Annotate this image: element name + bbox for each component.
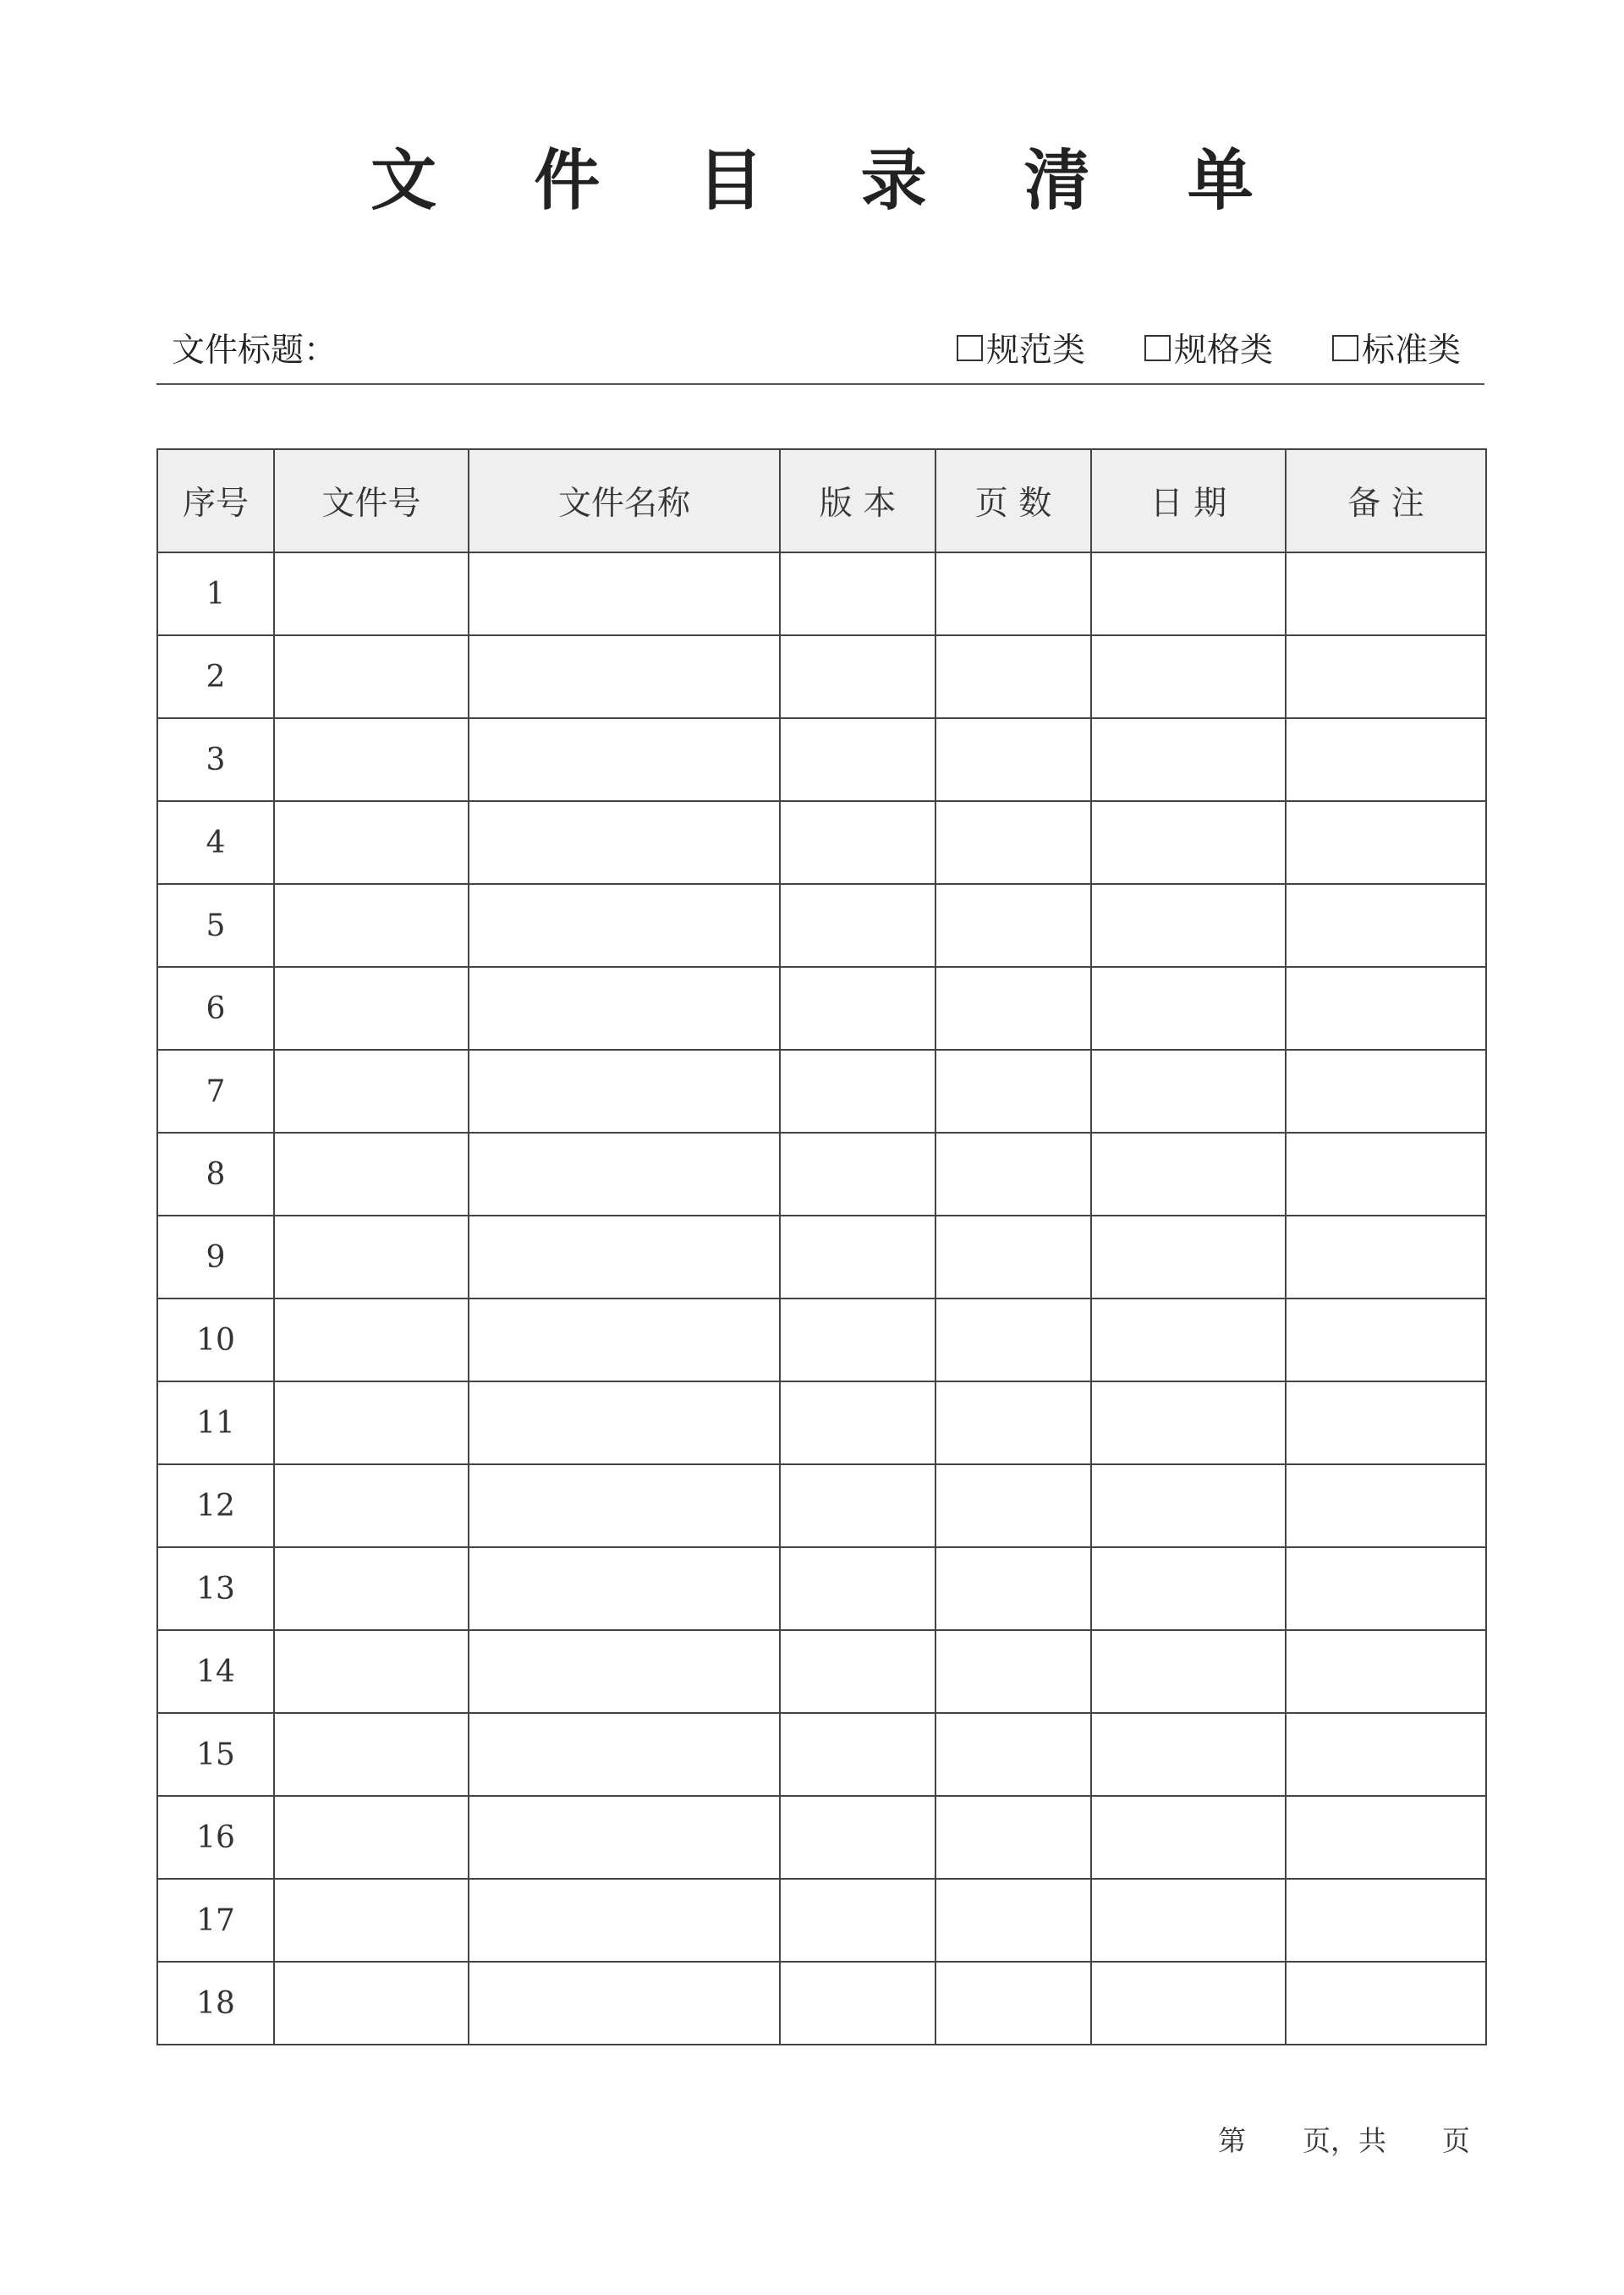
remarks-cell[interactable] [1286,1216,1486,1298]
index-cell: 16 [157,1796,274,1879]
file-name-cell[interactable] [469,1298,780,1381]
date-cell[interactable] [1091,1464,1286,1547]
version-cell[interactable] [780,1962,935,2045]
page-count-cell[interactable] [935,1796,1091,1879]
date-cell[interactable] [1091,1133,1286,1216]
category-checkbox-group [957,324,1461,371]
table-row [157,1216,1486,1298]
file-name-cell[interactable] [469,1547,780,1630]
table-row [157,1713,1486,1796]
checkbox[interactable] [957,335,983,361]
table-row [157,718,1486,801]
version-cell[interactable] [780,1050,935,1133]
version-cell[interactable] [780,1216,935,1298]
file-name-cell[interactable] [469,884,780,967]
index-cell: 10 [157,1298,274,1381]
table-row [157,1464,1486,1547]
page-count-cell[interactable] [935,1216,1091,1298]
file-number-cell[interactable] [274,801,469,884]
file-number-cell[interactable] [274,1796,469,1879]
page-count-cell[interactable] [935,884,1091,967]
date-cell[interactable] [1091,1962,1286,2045]
remarks-cell[interactable] [1286,1298,1486,1381]
category-label: 规范类 [985,332,1085,370]
page-count-cell[interactable] [935,718,1091,801]
column-header-file-number: 文件号 [274,449,469,552]
file-number-cell[interactable] [274,1547,469,1630]
date-cell[interactable] [1091,552,1286,635]
page-count-cell[interactable] [935,1133,1091,1216]
document-title-label: 文件标题： [172,332,337,370]
file-number-cell[interactable] [274,1133,469,1216]
version-cell[interactable] [780,1796,935,1879]
date-cell[interactable] [1091,1050,1286,1133]
file-number-cell[interactable] [274,1630,469,1713]
file-number-cell[interactable] [274,1381,469,1464]
table-row [157,1962,1486,2045]
remarks-cell[interactable] [1286,1713,1486,1796]
version-cell[interactable] [780,1298,935,1381]
table-row [157,1630,1486,1713]
version-cell[interactable] [780,1630,935,1713]
date-cell[interactable] [1091,1630,1286,1713]
file-name-cell[interactable] [469,1381,780,1464]
date-cell[interactable] [1091,635,1286,718]
table-row [157,552,1486,635]
file-number-cell[interactable] [274,718,469,801]
category-label: 规格类 [1173,332,1273,370]
table-header-row [157,449,1486,552]
page-count-cell[interactable] [935,1879,1091,1962]
remarks-cell[interactable] [1286,1133,1486,1216]
table-row [157,801,1486,884]
table-row [157,1133,1486,1216]
category-label: 标准类 [1361,332,1461,370]
file-name-cell[interactable] [469,1464,780,1547]
file-name-cell[interactable] [469,1879,780,1962]
file-number-cell[interactable] [274,1879,469,1962]
footer-page-prefix: 第 [1218,2124,1246,2157]
table-row [157,1050,1486,1133]
checkbox[interactable] [1332,335,1358,361]
column-header-version: 版 本 [780,449,935,552]
date-cell[interactable] [1091,1298,1286,1381]
date-cell[interactable] [1091,1216,1286,1298]
file-name-cell[interactable] [469,801,780,884]
page-count-cell[interactable] [935,635,1091,718]
file-name-cell[interactable] [469,1962,780,2045]
page-count-cell[interactable] [935,1713,1091,1796]
index-cell: 2 [157,635,274,718]
file-name-cell[interactable] [469,967,780,1050]
table-row [157,1381,1486,1464]
date-cell[interactable] [1091,718,1286,801]
remarks-cell[interactable] [1286,552,1486,635]
table-row [157,884,1486,967]
date-cell[interactable] [1091,1879,1286,1962]
file-name-cell[interactable] [469,1050,780,1133]
index-cell: 11 [157,1381,274,1464]
index-cell: 17 [157,1879,274,1962]
page-count-cell[interactable] [935,1050,1091,1133]
page-count-cell[interactable] [935,967,1091,1050]
version-cell[interactable] [780,1381,935,1464]
footer-page-middle: 页，共 [1303,2124,1386,2157]
page-count-cell[interactable] [935,552,1091,635]
file-name-cell[interactable] [469,1796,780,1879]
file-number-cell[interactable] [274,1050,469,1133]
file-number-cell[interactable] [274,1713,469,1796]
version-cell[interactable] [780,635,935,718]
index-cell: 7 [157,1050,274,1133]
index-cell: 3 [157,718,274,801]
file-number-cell[interactable] [274,1216,469,1298]
category-option-standard[interactable] [1332,324,1461,371]
version-cell[interactable] [780,967,935,1050]
version-cell[interactable] [780,552,935,635]
checkbox[interactable] [1144,335,1171,361]
index-cell: 1 [157,552,274,635]
date-cell[interactable] [1091,801,1286,884]
category-option-spec-sheet[interactable] [1144,324,1273,371]
page-count-cell[interactable] [935,1464,1091,1547]
document-list-table [156,448,1487,2045]
date-cell[interactable] [1091,1713,1286,1796]
file-number-cell[interactable] [274,967,469,1050]
index-cell: 4 [157,801,274,884]
remarks-cell[interactable] [1286,801,1486,884]
table-row [157,1547,1486,1630]
version-cell[interactable] [780,718,935,801]
table-row [157,1298,1486,1381]
date-cell[interactable] [1091,1547,1286,1630]
table-row [157,1796,1486,1879]
column-header-date: 日 期 [1091,449,1286,552]
file-name-cell[interactable] [469,1133,780,1216]
remarks-cell[interactable] [1286,967,1486,1050]
remarks-cell[interactable] [1286,1630,1486,1713]
version-cell[interactable] [780,1133,935,1216]
file-name-cell[interactable] [469,552,780,635]
version-cell[interactable] [780,1464,935,1547]
column-header-remarks: 备 注 [1286,449,1486,552]
index-cell: 5 [157,884,274,967]
page-count-cell[interactable] [935,801,1091,884]
index-cell: 9 [157,1216,274,1298]
page-count-cell[interactable] [935,1547,1091,1630]
page-count-cell[interactable] [935,1630,1091,1713]
page-count-cell[interactable] [935,1962,1091,2045]
remarks-cell[interactable] [1286,635,1486,718]
file-number-cell[interactable] [274,552,469,635]
index-cell: 15 [157,1713,274,1796]
file-number-cell[interactable] [274,1962,469,2045]
remarks-cell[interactable] [1286,1050,1486,1133]
version-cell[interactable] [780,1879,935,1962]
column-header-page-count: 页 数 [935,449,1091,552]
index-cell: 8 [157,1133,274,1216]
version-cell[interactable] [780,1547,935,1630]
footer-page-suffix: 页 [1442,2124,1470,2157]
file-name-cell[interactable] [469,718,780,801]
remarks-cell[interactable] [1286,1547,1486,1630]
document-header [156,317,1484,385]
remarks-cell[interactable] [1286,884,1486,967]
index-cell: 13 [157,1547,274,1630]
date-cell[interactable] [1091,1381,1286,1464]
date-cell[interactable] [1091,967,1286,1050]
file-name-cell[interactable] [469,1630,780,1713]
table-body [157,552,1486,2045]
page-count-cell[interactable] [935,1298,1091,1381]
table-row [157,635,1486,718]
category-option-specification[interactable] [957,324,1085,371]
page-title: 文 件 目 录 清 单 [370,143,1291,219]
date-cell[interactable] [1091,1796,1286,1879]
file-number-cell[interactable] [274,884,469,967]
date-cell[interactable] [1091,884,1286,967]
column-header-file-name: 文件名称 [469,449,780,552]
file-number-cell[interactable] [274,1298,469,1381]
version-cell[interactable] [780,884,935,967]
remarks-cell[interactable] [1286,1796,1486,1879]
remarks-cell[interactable] [1286,718,1486,801]
index-cell: 18 [157,1962,274,2045]
version-cell[interactable] [780,801,935,884]
remarks-cell[interactable] [1286,1464,1486,1547]
table-row [157,967,1486,1050]
file-name-cell[interactable] [469,1713,780,1796]
column-header-index: 序号 [157,449,274,552]
remarks-cell[interactable] [1286,1879,1486,1962]
file-name-cell[interactable] [469,635,780,718]
index-cell: 6 [157,967,274,1050]
page-count-cell[interactable] [935,1381,1091,1464]
remarks-cell[interactable] [1286,1381,1486,1464]
file-number-cell[interactable] [274,635,469,718]
table-row [157,1879,1486,1962]
index-cell: 14 [157,1630,274,1713]
file-name-cell[interactable] [469,1216,780,1298]
remarks-cell[interactable] [1286,1962,1486,2045]
file-number-cell[interactable] [274,1464,469,1547]
index-cell: 12 [157,1464,274,1547]
version-cell[interactable] [780,1713,935,1796]
